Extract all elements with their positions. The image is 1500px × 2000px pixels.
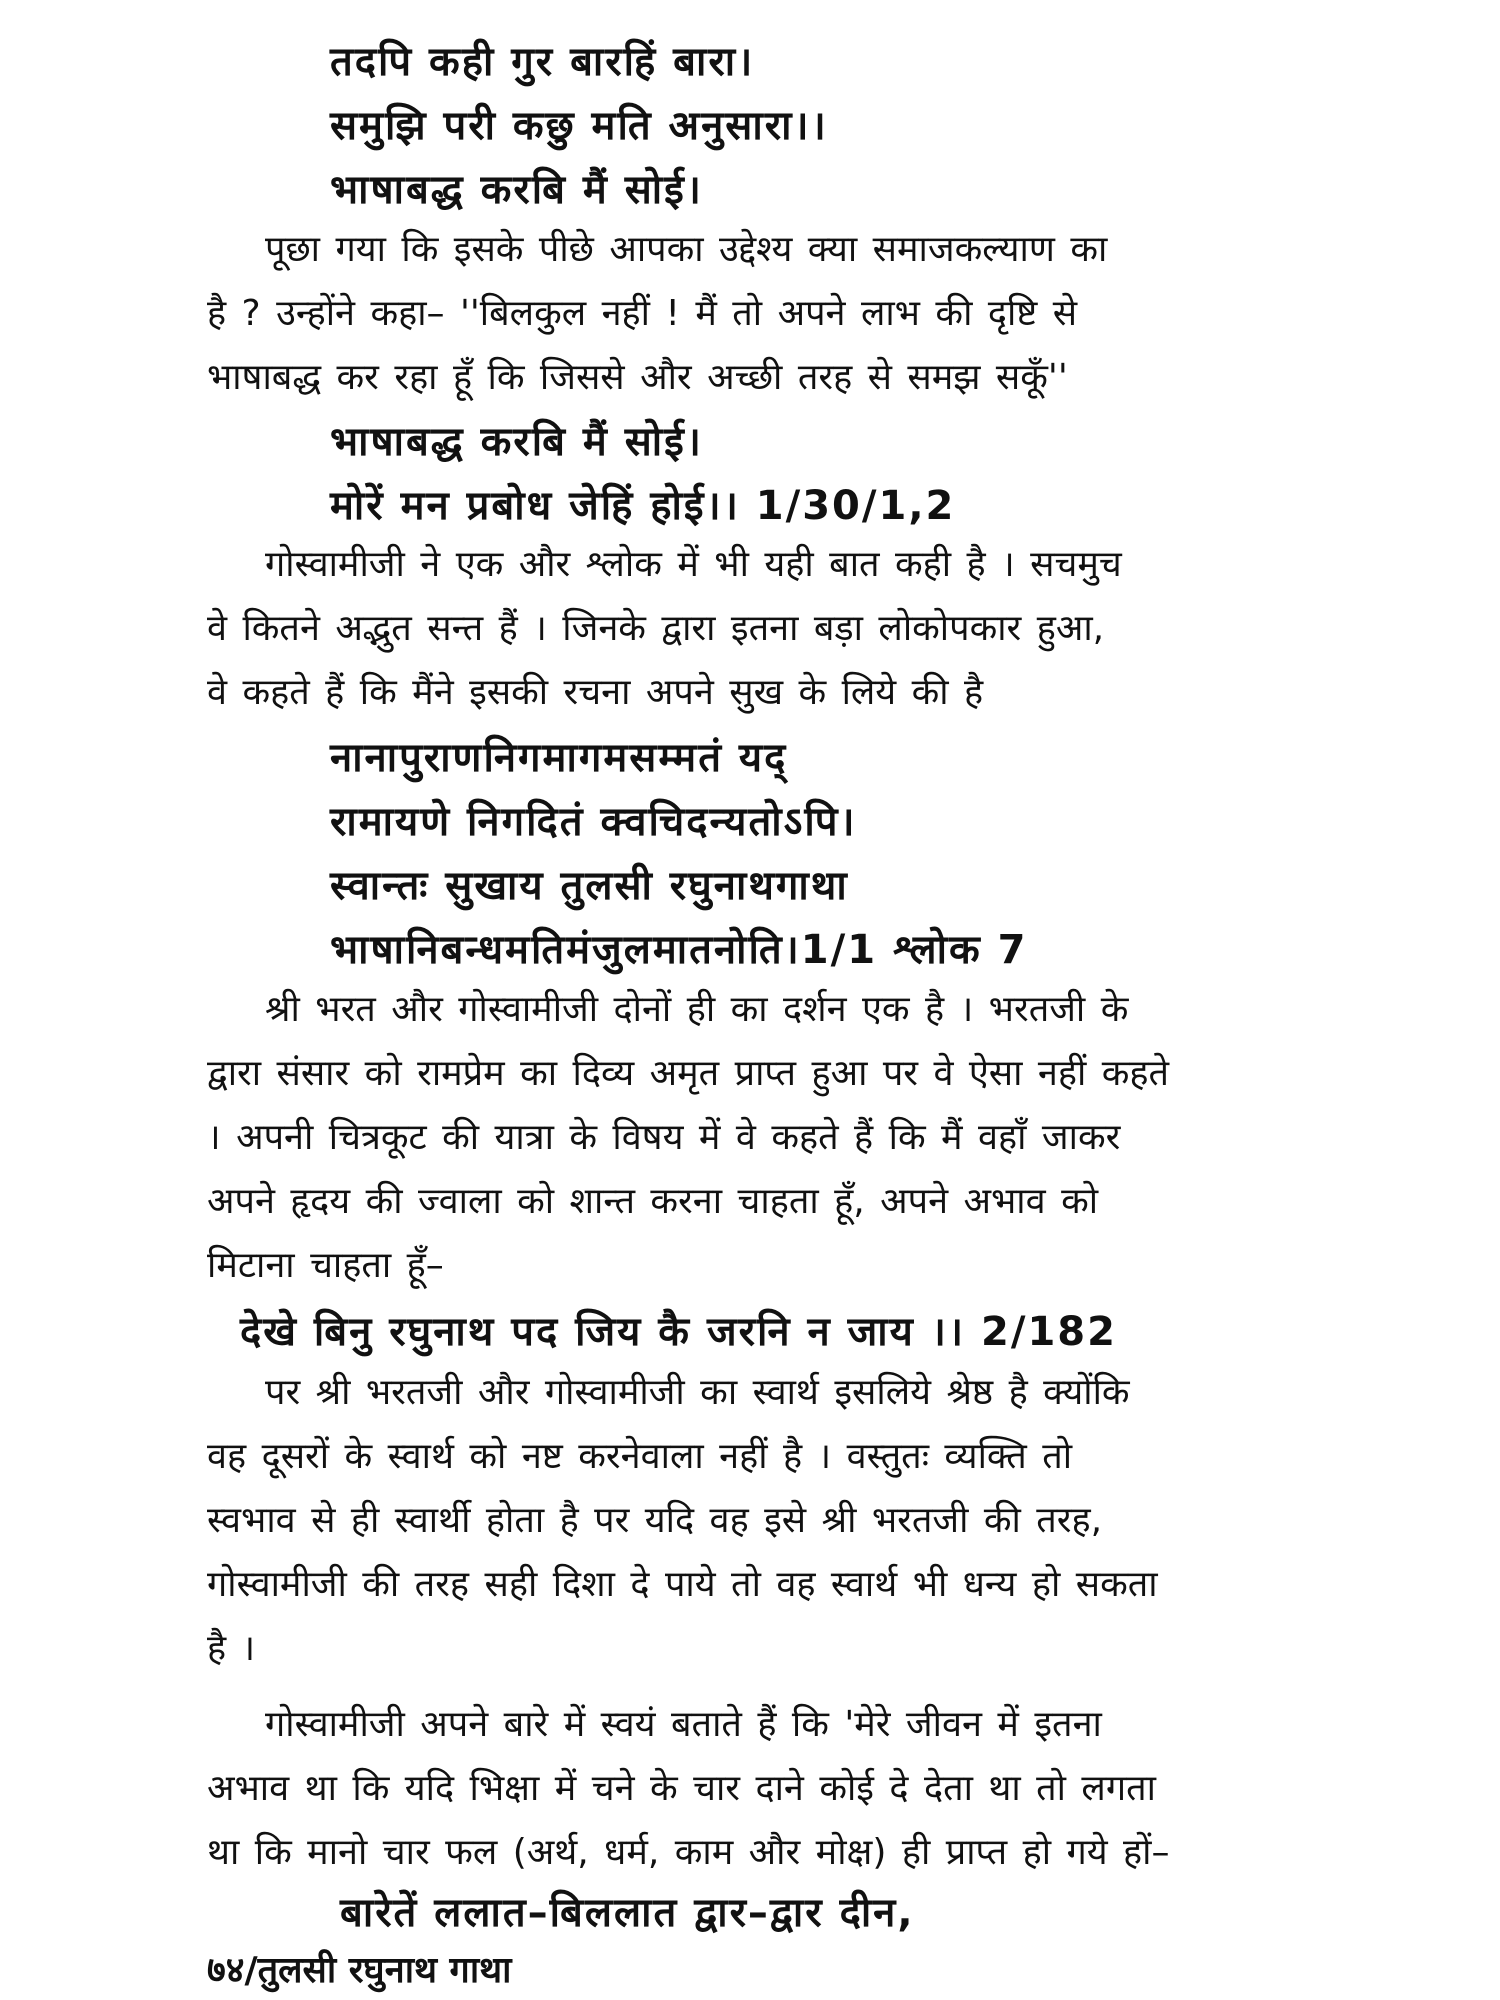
paragraph-line: स्वभाव से ही स्वार्थी होता है पर यदि वह इसे श्री भरतजी की तरह, (207, 1500, 1103, 1541)
verse-line: भाषानिबन्धमतिमंजुलमातनोति।1/1 श्लोक 7 (330, 927, 1028, 973)
paragraph-line: गोस्वामीजी ने एक और श्लोक में भी यही बात कही है । सचमुच (265, 544, 1122, 585)
paragraph-line: वे कहते हैं कि मैंने इसकी रचना अपने सुख के लिये की है (207, 672, 984, 713)
paragraph-line: भाषाबद्ध कर रहा हूँ कि जिससे और अच्छी तरह से समझ सकूँ'' (207, 357, 1068, 398)
paragraph-line: है । (207, 1628, 256, 1669)
paragraph-line: वह दूसरों के स्वार्थ को नष्ट करनेवाला नहीं है । वस्तुतः व्यक्ति तो (207, 1436, 1073, 1477)
paragraph-line: अपने हृदय की ज्वाला को शान्त करना चाहता हूँ, अपने अभाव को (207, 1181, 1099, 1222)
verse-line: समुझि परी कछु मति अनुसारा।। (330, 103, 828, 149)
paragraph-line: गोस्वामीजी अपने बारे में स्वयं बताते हैं कि 'मेरे जीवन में इतना (265, 1704, 1102, 1745)
paragraph-line: पर श्री भरतजी और गोस्वामीजी का स्वार्थ इसलिये श्रेष्ठ है क्योंकि (265, 1372, 1130, 1413)
paragraph-line: मिटाना चाहता हूँ– (207, 1245, 444, 1286)
paragraph-line: । अपनी चित्रकूट की यात्रा के विषय में वे कहते हैं कि मैं वहाँ जाकर (207, 1117, 1121, 1158)
paragraph-line: गोस्वामीजी की तरह सही दिशा दे पाये तो वह स्वार्थ भी धन्य हो सकता (207, 1564, 1158, 1605)
verse-line: नानापुराणनिगमागमसम्मतं यद् (330, 735, 788, 781)
verse-line: बारेतें ललात–बिललात द्वार–द्वार दीन, (340, 1890, 915, 1936)
paragraph-line: अभाव था कि यदि भिक्षा में चने के चार दाने कोई दे देता था तो लगता (207, 1768, 1156, 1809)
paragraph-line: है ? उन्होंने कहा– ''बिलकुल नहीं ! मैं तो अपने लाभ की दृष्टि से (207, 293, 1078, 334)
verse-line: रामायणे निगदितं क्वचिदन्यतोऽपि। (330, 799, 857, 845)
paragraph-line: वे कितने अद्भुत सन्त हैं । जिनके द्वारा इतना बड़ा लोकोपकार हुआ, (207, 608, 1105, 649)
verse-line: भाषाबद्ध करबि मैं सोई। (330, 167, 703, 213)
verse-line: भाषाबद्ध करबि मैं सोई। (330, 419, 703, 465)
paragraph-line: था कि मानो चार फल (अर्थ, धर्म, काम और मोक्ष) ही प्राप्त हो गये हों– (207, 1832, 1170, 1873)
page-footer: ७४/तुलसी रघुनाथ गाथा (207, 1950, 512, 1991)
paragraph-line: द्वारा संसार को रामप्रेम का दिव्य अमृत प्राप्त हुआ पर वे ऐसा नहीं कहते (207, 1053, 1170, 1094)
verse-line: तदपि कही गुर बारहिं बारा। (330, 39, 755, 85)
paragraph-line: श्री भरत और गोस्वामीजी दोनों ही का दर्शन एक है । भरतजी के (265, 989, 1129, 1030)
verse-line: स्वान्तः सुखाय तुलसी रघुनाथगाथा (330, 863, 849, 909)
verse-line: मोरें मन प्रबोध जेहिं होई।। 1/30/1,2 (330, 483, 956, 529)
paragraph-line: पूछा गया कि इसके पीछे आपका उद्देश्य क्या समाजकल्याण का (265, 229, 1108, 270)
verse-line: देखे बिनु रघुनाथ पद जिय कै जरनि न जाय ।। 2/182 (240, 1309, 1117, 1355)
